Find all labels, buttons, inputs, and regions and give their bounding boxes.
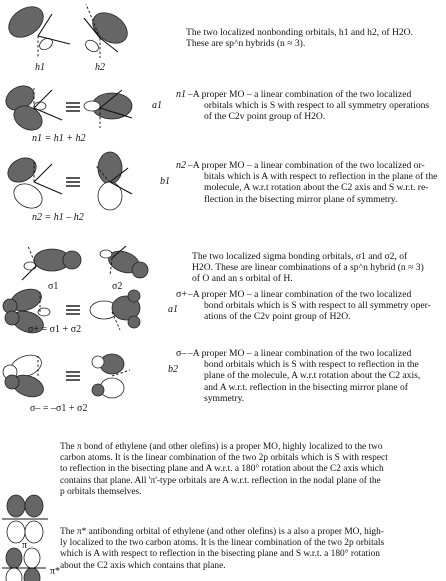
- equation-sigma-plus: σ+ = σ1 + σ2: [28, 324, 82, 335]
- equivalence-sign-3: [66, 306, 80, 314]
- label-h1: h1: [35, 62, 45, 73]
- s3-text: –A proper MO – a linear combination of the two localized or- bitals which is A with respect to reflection in the plane of the molecule, A w.r.t rotation about the C2 axis and S w.r.t. re- flection in the bisecting mirror plane of symmetry.: [188, 160, 438, 205]
- orbital-n1-left: [2, 81, 62, 135]
- label-a1-top: a1: [152, 100, 162, 111]
- equivalence-sign-4: [66, 372, 80, 380]
- label-b1: b1: [160, 176, 170, 187]
- equivalence-sign-1: [66, 103, 80, 111]
- label-h2: h2: [95, 62, 105, 73]
- orbital-sigma1: [22, 246, 81, 280]
- label-pi-star: π*: [50, 566, 61, 577]
- equation-sigma-minus: σ– = –σ1 + σ2: [30, 403, 88, 414]
- orbital-sigma-minus-right: [92, 354, 130, 398]
- n2-lead: n2: [176, 160, 186, 171]
- equation-n2: n2 = h1 – h2: [32, 212, 84, 223]
- equivalence-sign-2: [66, 178, 80, 186]
- label-sigma1: σ1: [48, 281, 59, 292]
- s5-text: –A proper MO – a linear combination of the two localized bond orbitals which is S with respect to all symmetry oper- ations of the C2v point group of H2O.: [188, 289, 431, 323]
- label-pi: π: [22, 540, 28, 551]
- s2-text: –A proper MO – a linear combination of the two localized orbitals which is S with respect to all symmetry operations of the C2v point group of H2O.: [188, 89, 430, 123]
- orbital-n2-left: [4, 153, 62, 213]
- label-sigma2: σ2: [112, 281, 123, 292]
- s7-text: The π bond of ethylene (and other olefins) is a proper MO, highly localized to the two carbon atoms. It is the linear combination of the two 2p orbitals which is S with respect to reflection in the bisecting plane and A w.r.t. a 180° rotation about the C2 axis which contains that plane. All 'π'-type orbitals are A w.r.t. reflection in the nodal plane of the p orbitals themselves.: [60, 442, 388, 497]
- n1-lead: n1: [176, 89, 186, 100]
- orbital-sigma-minus-left: [3, 351, 46, 401]
- orbital-pi-star: [2, 548, 46, 581]
- orbital-h1: [3, 0, 70, 58]
- orbital-sigma-plus-right: [90, 290, 140, 330]
- orbital-n2-right: [96, 152, 132, 210]
- orbital-n1-right: [84, 90, 132, 128]
- s1-text: The two localized nonbonding orbitals, h1 and h2, of H2O. These are sp^n hybrids (n ≈ 3).: [186, 27, 414, 50]
- orbital-pi: [2, 495, 48, 543]
- sigma-plus-lead: σ+: [176, 289, 188, 300]
- s6-text: –A proper MO – a linear combination of the two localized bond orbitals which is S with respect to reflection in the plane of the molecule, A w.r.t rotation about the C2 axis, and A w.r.t. reflection in the bisecting mirror plane of symmetry.: [188, 348, 421, 404]
- orbital-h2: [83, 4, 133, 58]
- sigma-minus-lead: σ–: [176, 348, 187, 359]
- label-a1-sigma: a1: [168, 304, 178, 315]
- s4-text: The two localized sigma bonding orbitals, σ1 and σ2, of H2O. These are linear combinations of a sp^n hybrid (n ≈ 3) of O and an s orbital of H.: [192, 251, 424, 285]
- label-b2: b2: [168, 364, 178, 375]
- s8-text: The π* antibonding orbital of ethylene (and other olefins) is a also a proper MO, high- ly localized to the two carbon atoms. It is the linear combination of the two 2p orbitals which is A with respect to reflection in the bisecting plane and S w.r.t. a 180° rotation about the C2 axis which contains that plane.: [60, 527, 385, 571]
- orbital-sigma2: [100, 246, 148, 278]
- equation-n1: n1 = h1 + h2: [32, 133, 86, 144]
